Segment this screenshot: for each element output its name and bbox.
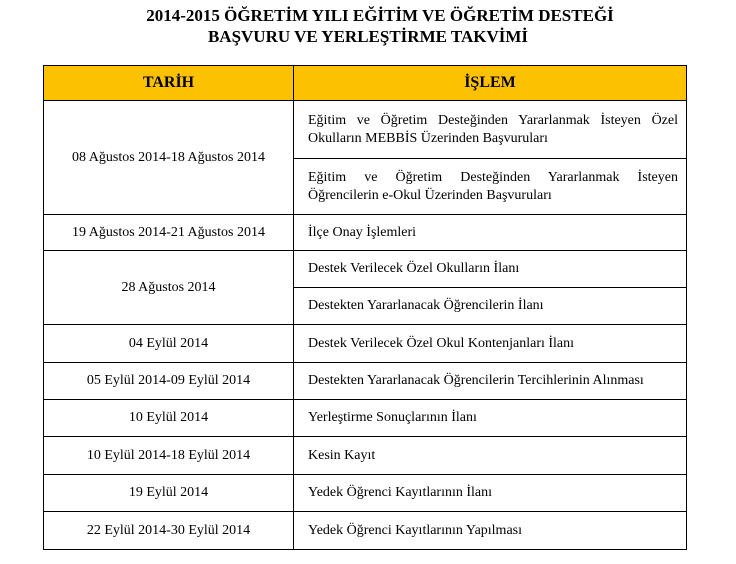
date-cell: 10 Eylül 2014 <box>44 400 294 437</box>
table-row <box>44 512 687 550</box>
process-cell: Destek Verilecek Özel Okul Kontenjanları İlanı <box>294 325 687 363</box>
process-cell: Kesin Kayıt <box>294 437 687 475</box>
date-cell: 19 Ağustos 2014-21 Ağustos 2014 <box>44 215 294 251</box>
table-row <box>44 437 687 475</box>
table-row <box>44 400 687 437</box>
table-row <box>44 475 687 512</box>
date-cell: 28 Ağustos 2014 <box>44 251 294 325</box>
table-row <box>44 215 687 251</box>
date-cell: 05 Eylül 2014-09 Eylül 2014 <box>44 363 294 400</box>
date-cell: 10 Eylül 2014-18 Eylül 2014 <box>44 437 294 475</box>
table-header-row <box>44 66 687 101</box>
process-cell: İlçe Onay İşlemleri <box>294 215 687 251</box>
process-cell: Destekten Yararlanacak Öğrencilerin Tercihlerinin Alınması <box>294 363 687 400</box>
process-cell: Eğitim ve Öğretim Desteğinden Yararlanmak İsteyen Öğrencilerin e-Okul Üzerinden Başvuruları <box>294 159 687 215</box>
document-title-line-2: BAŞVURU VE YERLEŞTİRME TAKVİMİ <box>207 27 529 46</box>
table-row <box>44 363 687 400</box>
table-row <box>44 325 687 363</box>
process-cell: Yedek Öğrenci Kayıtlarının Yapılması <box>294 512 687 550</box>
document-title-line-1: 2014-2015 ÖĞRETİM YILI EĞİTİM VE ÖĞRETİM DESTEĞİ <box>146 6 614 25</box>
date-cell: 22 Eylül 2014-30 Eylül 2014 <box>44 512 294 550</box>
date-cell: 08 Ağustos 2014-18 Ağustos 2014 <box>44 101 294 215</box>
process-cell: Destekten Yararlanacak Öğrencilerin İlanı <box>294 288 687 325</box>
process-cell: Eğitim ve Öğretim Desteğinden Yararlanmak İsteyen Özel Okulların MEBBİS Üzerinden Başvuruları <box>294 101 687 159</box>
table-row <box>44 101 687 159</box>
header-process: İŞLEM <box>294 66 687 101</box>
schedule-table <box>43 65 687 550</box>
process-cell: Destek Verilecek Özel Okulların İlanı <box>294 251 687 288</box>
date-cell: 19 Eylül 2014 <box>44 475 294 512</box>
process-cell: Yedek Öğrenci Kayıtlarının İlanı <box>294 475 687 512</box>
table-row <box>44 251 687 288</box>
header-date: TARİH <box>44 66 294 101</box>
process-cell: Yerleştirme Sonuçlarının İlanı <box>294 400 687 437</box>
date-cell: 04 Eylül 2014 <box>44 325 294 363</box>
